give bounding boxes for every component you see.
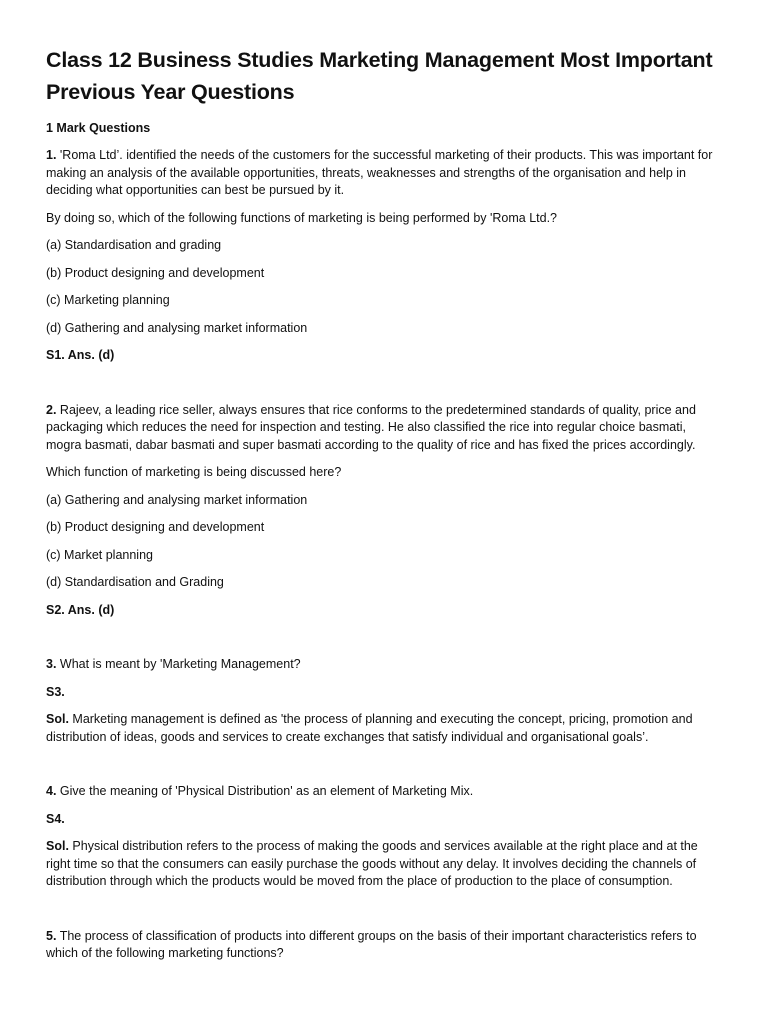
question-4 (46, 783, 722, 801)
option: (a) Gathering and analysing market information (46, 492, 308, 507)
question-text: Give the meaning of 'Physical Distribution' as an element of Marketing Mix. (59, 784, 474, 798)
question-number: 5. (46, 928, 57, 943)
question-1 (46, 147, 722, 200)
solution-label: Sol. (46, 839, 69, 853)
option: (d) Standardisation and Grading (46, 575, 224, 589)
question-text: Rajeev, a leading rice seller, always ensures that rice conforms to the predetermined standards of quality, price and packaging which reduces the need for inspection and testing. He also classified the rice into regular choice basmati, mogra basmati, dabar basmati and super basmati according to the quality of rice and has fixed the prices accordingly. (46, 402, 696, 452)
question-1-prompt: By doing so, which of the following functions of marketing is being performed by 'Roma Ltd.? (46, 210, 557, 225)
answer: S1. Ans. (d) (46, 348, 115, 362)
question-number: 3. (46, 657, 57, 671)
question-2-prompt: Which function of marketing is being discussed here? (46, 465, 342, 479)
option: (b) Product designing and development (46, 520, 265, 534)
solution-id: S4. (46, 811, 65, 826)
question-text: What is meant by 'Marketing Management? (59, 657, 301, 671)
solution-text: Physical distribution refers to the process of making the goods and services available at the right place and at the right time so that the consumers can easily purchase the goods without any delay. It involves deciding the channels of distribution through which the products would be moved from the place of production to the place of consumption. (46, 839, 698, 888)
solution-text: Marketing management is defined as 'the process of planning and executing the concept, pricing, promotion and distribution of ideas, goods and services to create exchanges that satisfy individual and organisational goals’. (46, 712, 693, 744)
question-3 (46, 656, 722, 674)
question-2 (46, 402, 722, 455)
question-number: 2. (46, 402, 57, 417)
solution-id: S3. (46, 684, 65, 699)
solution-3 (46, 711, 722, 746)
page-title: Class 12 Business Studies Marketing Management Most Important Previous Year Questions (46, 48, 713, 104)
question-text: The process of classification of products into different groups on the basis of their important characteristics refers to which of the following marketing functions? (46, 928, 697, 960)
question-5 (46, 928, 722, 963)
option: (c) Marketing planning (46, 293, 170, 307)
option: (c) Market planning (46, 547, 153, 562)
solution-4 (46, 838, 722, 891)
question-number: 1. (46, 148, 57, 162)
answer: S2. Ans. (d) (46, 602, 115, 617)
option: (b) Product designing and development (46, 265, 265, 280)
option: (a) Standardisation and grading (46, 238, 222, 252)
section-heading: 1 Mark Questions (46, 121, 151, 135)
question-number: 4. (46, 784, 57, 798)
question-text: 'Roma Ltd’. identified the needs of the customers for the successful marketing of their products. This was important for making an analysis of the available opportunities, threats, weaknesses and strengths of the organisation and help in deciding what opportunities can best be pursued by it. (46, 148, 713, 197)
option: (d) Gathering and analysing market information (46, 320, 308, 335)
solution-label: Sol. (46, 712, 69, 726)
